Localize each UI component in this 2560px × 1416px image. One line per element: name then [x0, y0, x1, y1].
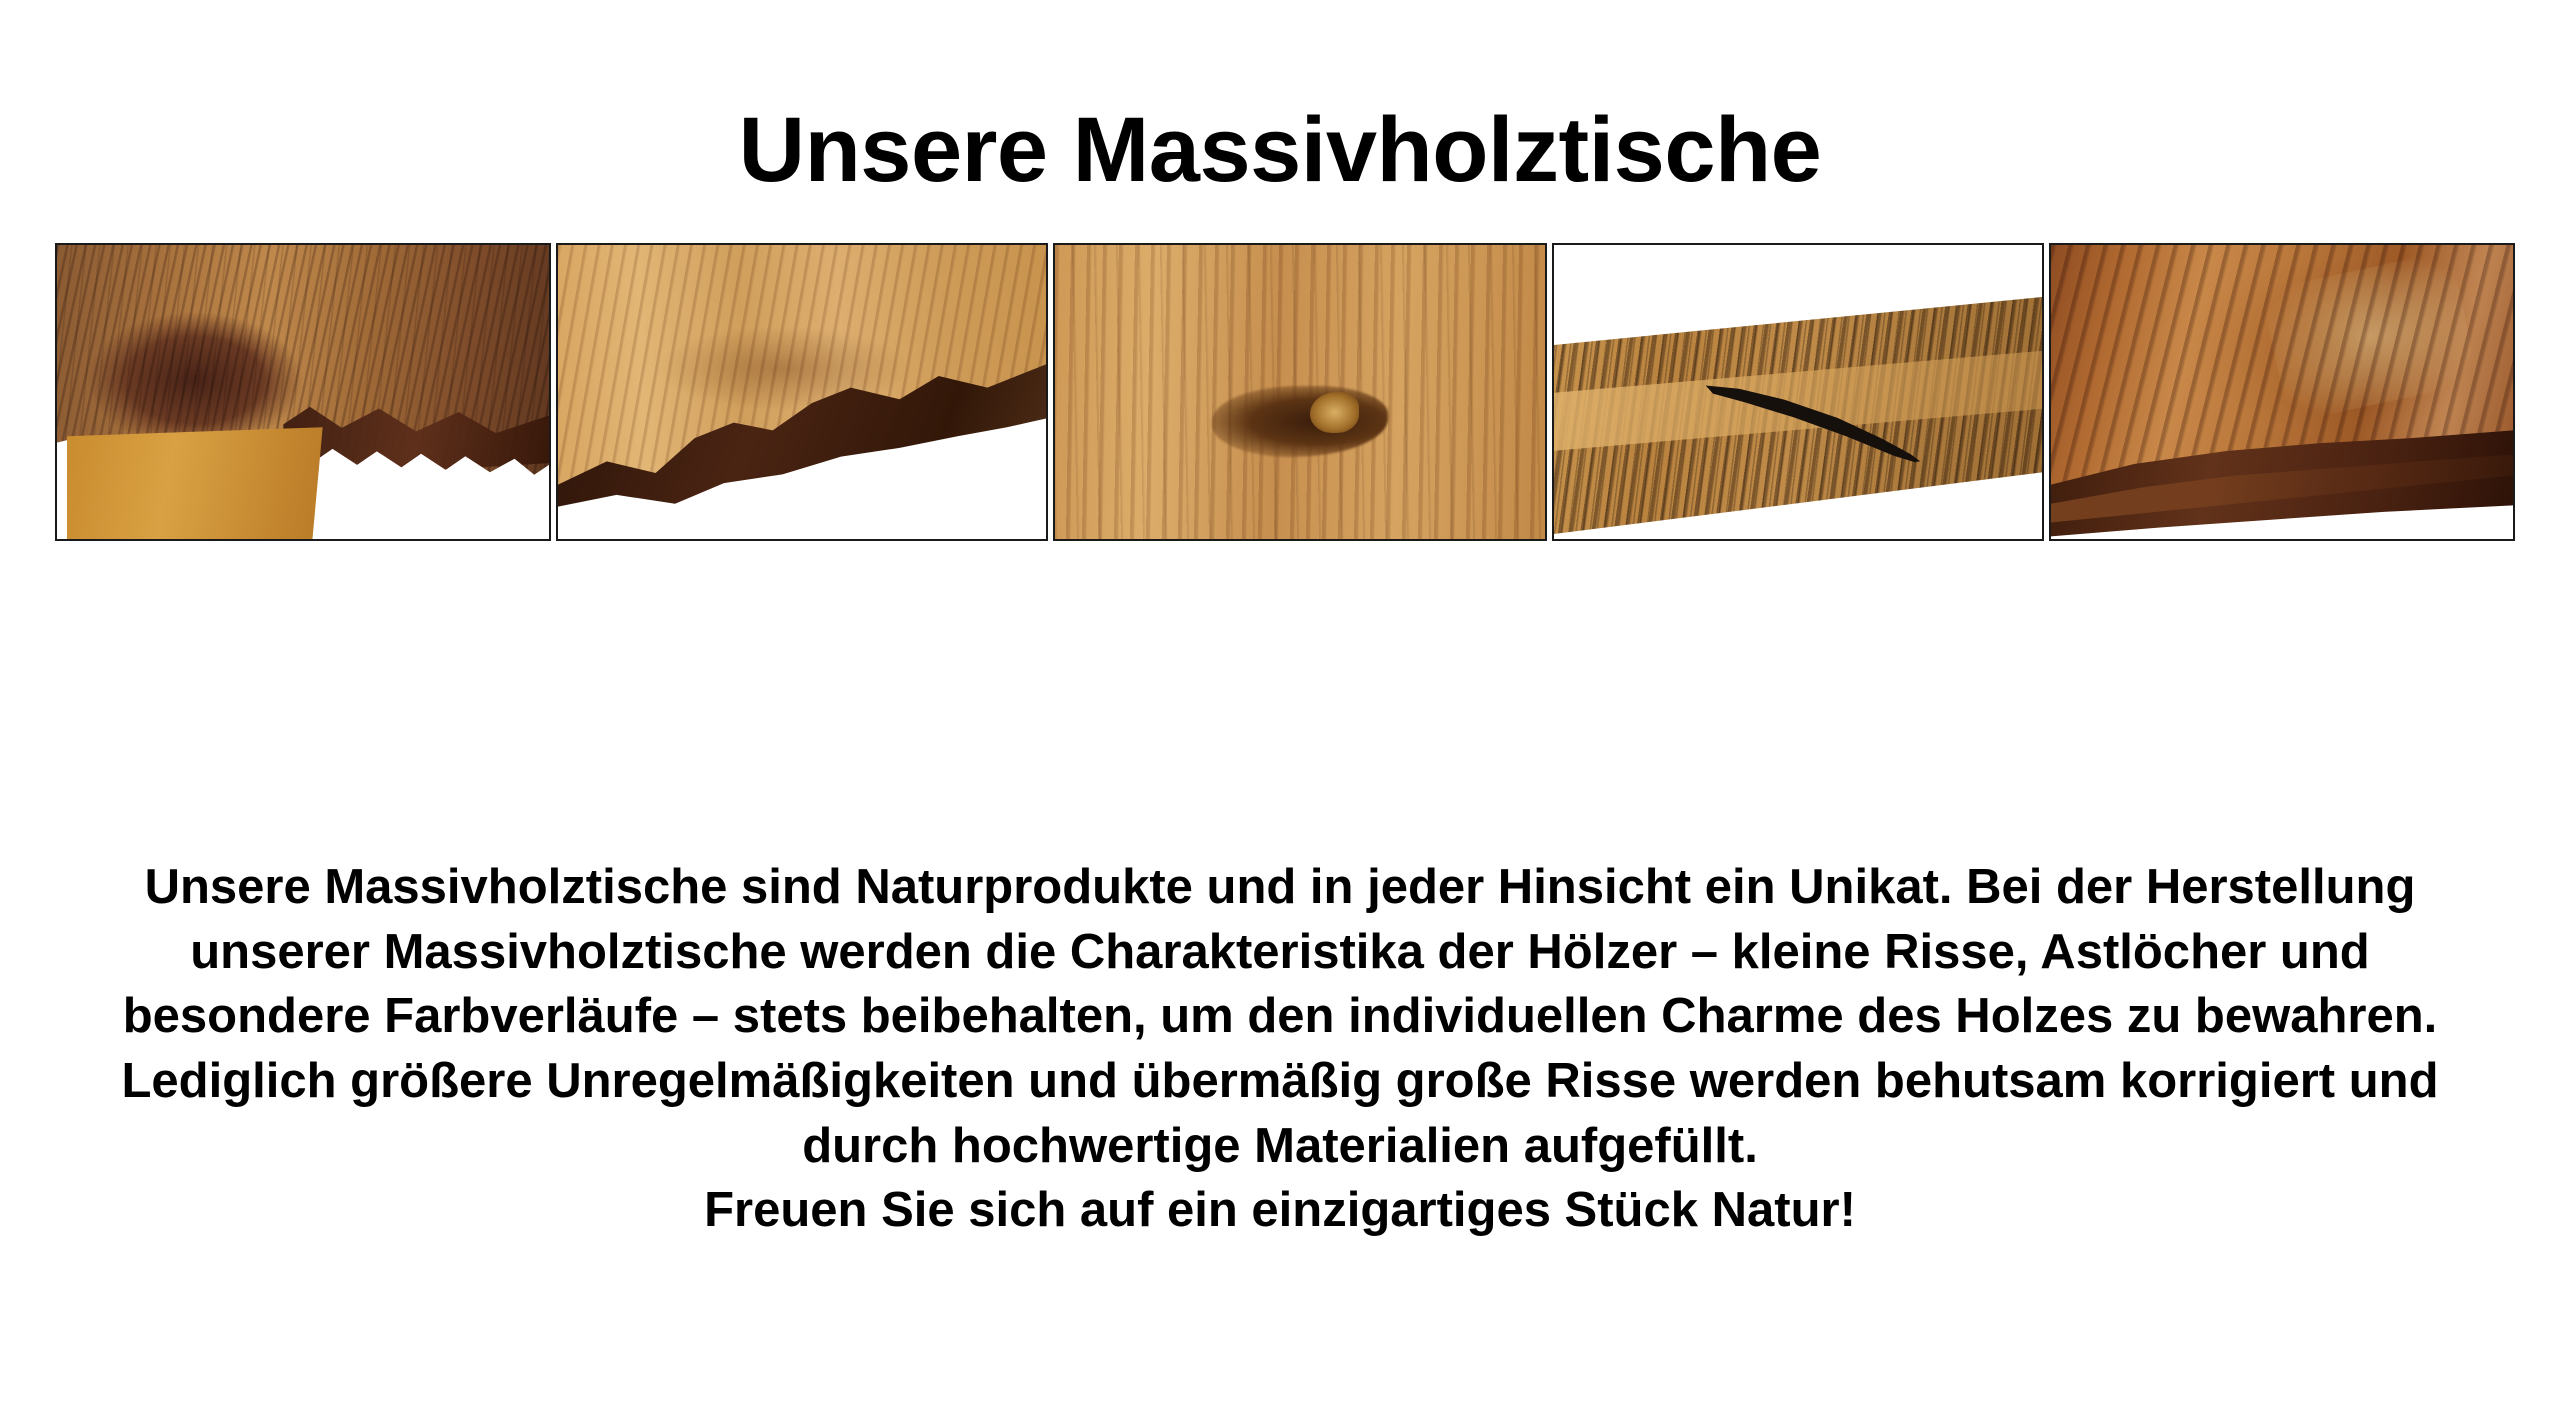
gallery-image-4: [1552, 243, 2044, 541]
wood-side-band: [67, 427, 323, 539]
wood-knot-core: [1310, 392, 1359, 433]
gallery-image-1: [55, 243, 551, 541]
body-paragraph-1: Unsere Massivholztische sind Naturprodukte und in jeder Hinsicht ein Unikat. Bei der Herstellung unserer Massivholztische werden die Charakteristika der Hölzer – kleine Risse, Astlöcher und besondere Farbverläufe – stets beibehalten, um den individuellen Charme des Holzes zu bewahren. Lediglich größere Unregelmäßigkeiten und übermäßig große Risse werden behutsam korrigiert und durch hochwertige Materialien aufgefüllt.: [121, 860, 2439, 1173]
page-title: Unsere Massivholztische: [738, 98, 1822, 201]
gallery-image-5: [2049, 243, 2515, 541]
gallery-image-2: [556, 243, 1048, 541]
gallery-image-3: [1053, 243, 1547, 541]
body-text-block: [60, 855, 2500, 1243]
body-paragraph-2: Freuen Sie sich auf ein einzigartiges Stück Natur!: [704, 1183, 1856, 1238]
wood-table-photo-gallery: [55, 243, 2515, 541]
